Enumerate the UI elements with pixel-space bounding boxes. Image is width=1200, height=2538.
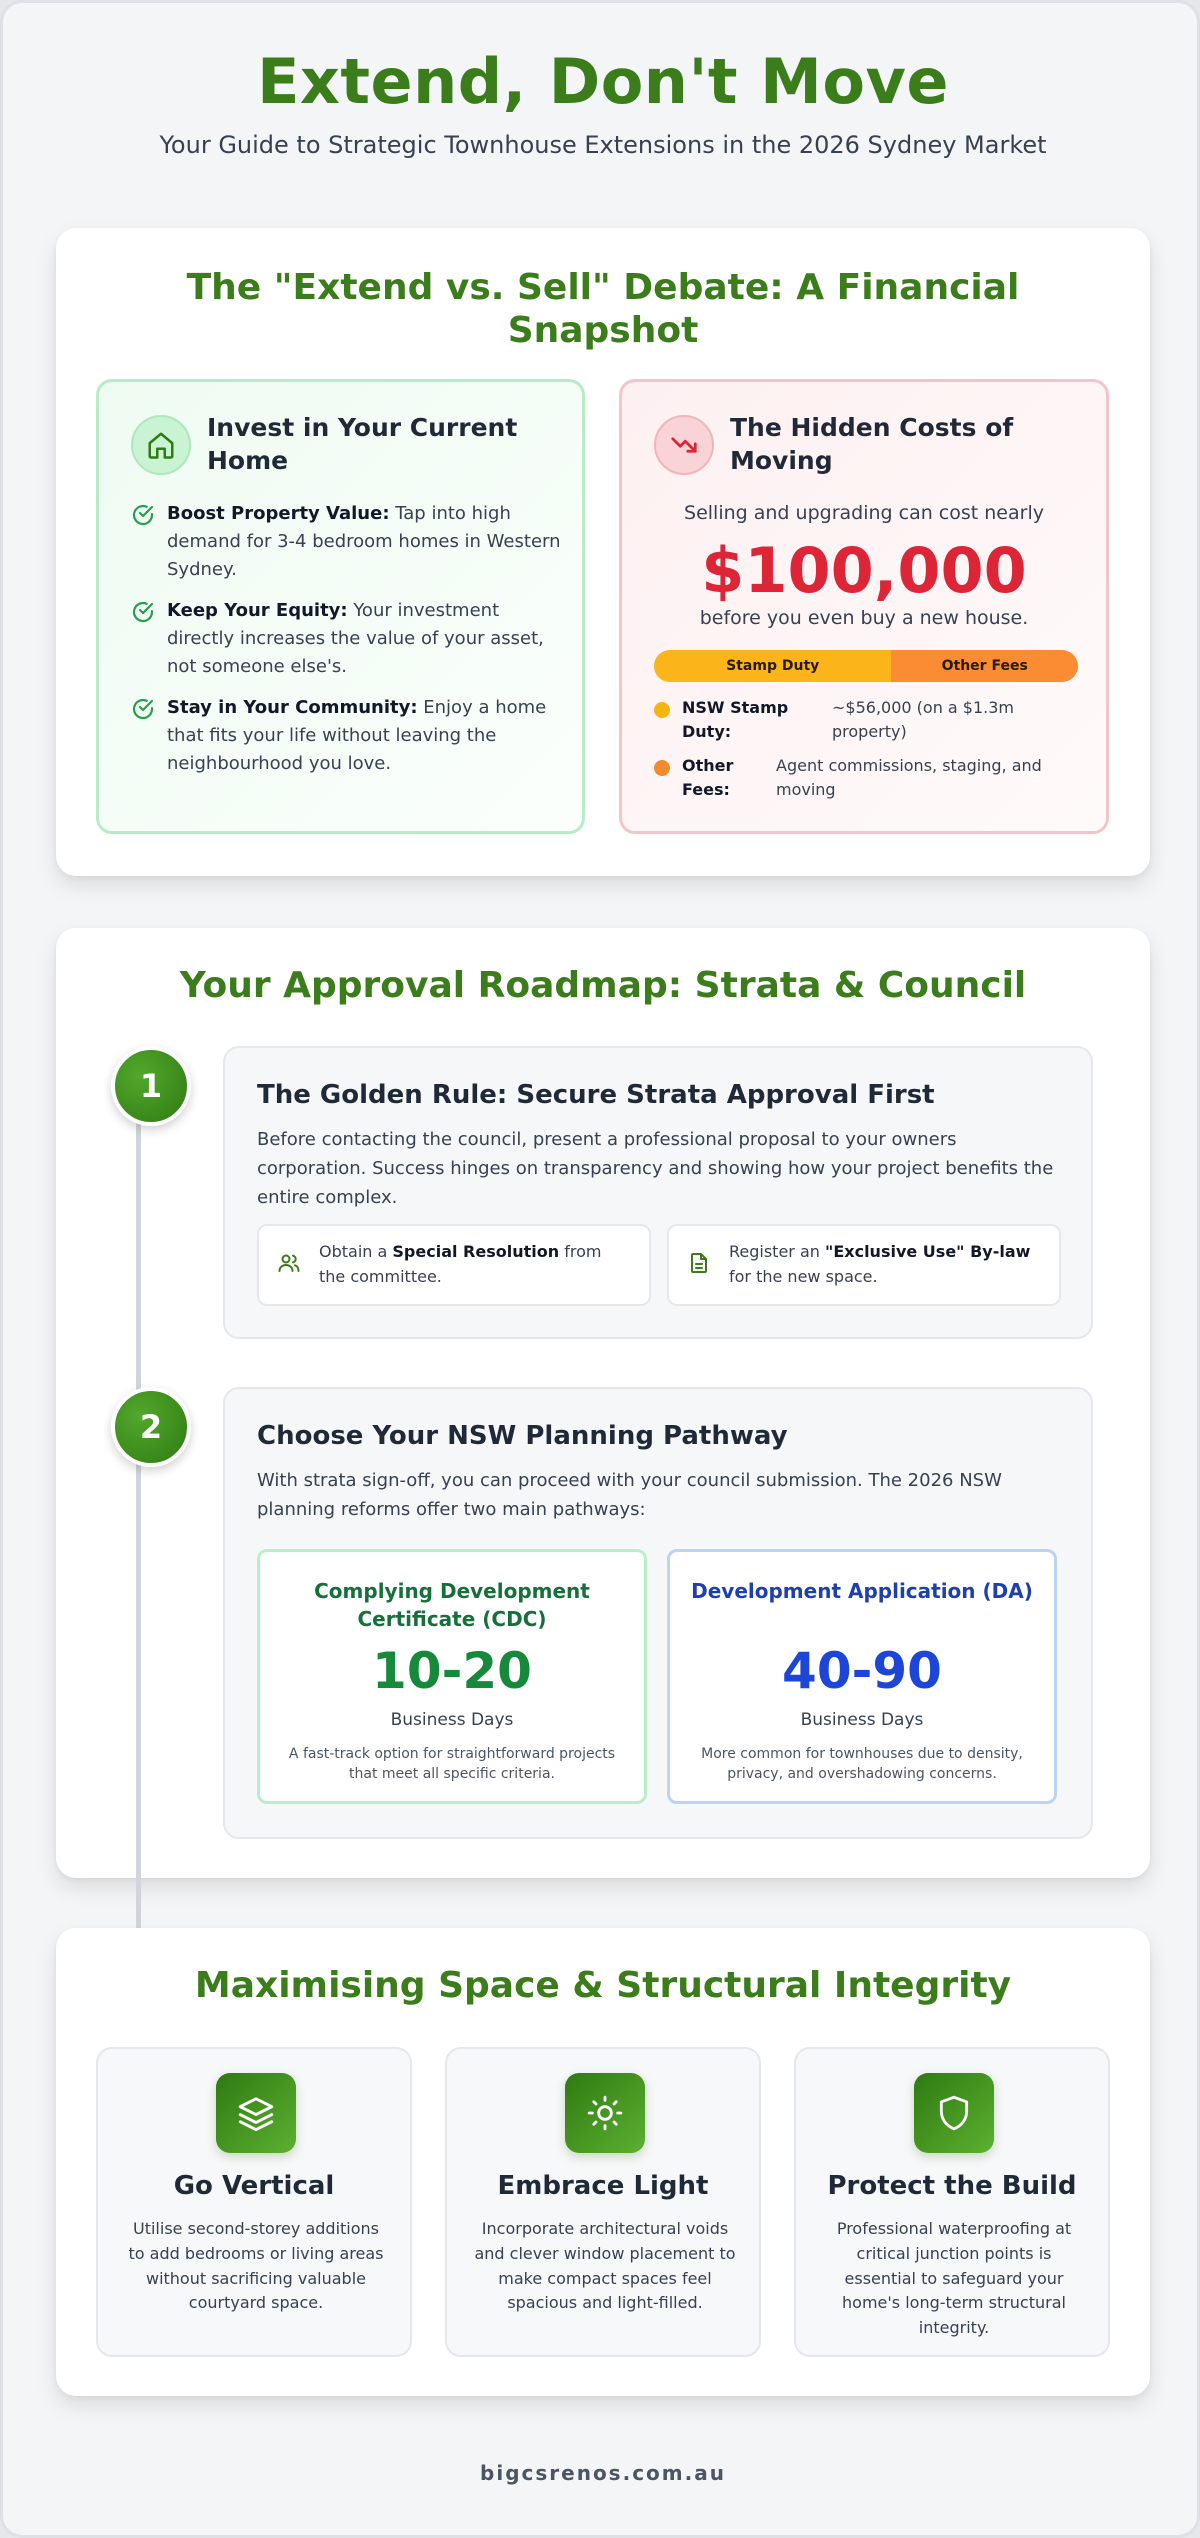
step-2-box xyxy=(223,1387,1093,1839)
pathway-da xyxy=(667,1549,1057,1804)
benefit-bold: Stay in Your Community: xyxy=(167,697,418,718)
pathway-unit: Business Days xyxy=(800,1710,924,1730)
benefit-item xyxy=(131,597,571,681)
req-post: from the committee. xyxy=(319,1242,602,1286)
req-bold: "Exclusive Use" By-law xyxy=(825,1242,1031,1262)
legend-dot xyxy=(654,702,670,718)
shield-icon xyxy=(914,2073,994,2153)
benefit-bold: Boost Property Value: xyxy=(167,503,390,524)
benefit-bold: Keep Your Equity: xyxy=(167,600,348,621)
footer-website: bigcsrenos.com.au xyxy=(480,2461,726,2485)
benefit-text: Enjoy a home that fits your life without leaving the neighbourhood you love. xyxy=(167,697,547,774)
feature-embrace-light xyxy=(445,2047,761,2357)
requirement-card xyxy=(667,1224,1061,1306)
pathway-description: More common for townhouses due to density, privacy, and overshadowing concerns. xyxy=(701,1746,1023,1783)
step-1-box xyxy=(223,1046,1093,1339)
pathway-description: A fast-track option for straightforward projects that meet all specific criteria. xyxy=(288,1746,616,1783)
other-fees-segment: Other Fees xyxy=(891,650,1078,682)
req-post: for the new space. xyxy=(729,1267,878,1286)
legend-dot xyxy=(654,760,670,776)
cost-amount: $100,000 xyxy=(701,534,1027,607)
section-title-space: Maximising Space & Structural Integrity xyxy=(194,1965,1012,2006)
feature-text: Incorporate architectural voids and clever window placement to make compact spaces feel spacious and light-filled. xyxy=(474,2219,736,2313)
cost-breakdown-bar xyxy=(654,650,1078,682)
step-title: The Golden Rule: Secure Strata Approval First xyxy=(257,1080,935,1110)
benefit-item xyxy=(131,500,571,584)
cost-intro: Selling and upgrading can cost nearly xyxy=(684,502,1044,524)
step-description: Before contacting the council, present a professional proposal to your owners corporation. Success hinges on transparency and showing how your project benefits the entire complex. xyxy=(257,1129,1054,1208)
step-number-badge: 2 xyxy=(111,1387,191,1467)
feature-title: Go Vertical xyxy=(173,2171,335,2201)
req-pre: Register an xyxy=(729,1242,825,1262)
check-circle-icon xyxy=(131,600,157,681)
check-circle-icon xyxy=(131,503,157,584)
pathway-days: 10-20 xyxy=(372,1642,532,1700)
financial-snapshot-card xyxy=(56,228,1150,876)
users-icon xyxy=(277,1251,303,1279)
invest-title: Invest in Your Current Home xyxy=(207,413,518,475)
page-subtitle: Your Guide to Strategic Townhouse Extensions in the 2026 Sydney Market xyxy=(159,131,1047,159)
req-bold: Special Resolution xyxy=(392,1242,560,1262)
layers-icon xyxy=(216,2073,296,2153)
step-description: With strata sign-off, you can proceed with your council submission. The 2026 NSW planning reforms offer two main pathways: xyxy=(257,1470,1002,1520)
home-icon xyxy=(131,415,191,475)
space-integrity-card xyxy=(56,1928,1150,2396)
fee-row-stamp-duty xyxy=(654,696,1084,744)
pathway-unit: Business Days xyxy=(390,1710,514,1730)
fee-value: ~$56,000 (on a $1.3m property) xyxy=(832,698,1015,741)
cost-outro: before you even buy a new house. xyxy=(699,607,1029,629)
feature-title: Embrace Light xyxy=(497,2171,709,2201)
invest-panel xyxy=(96,379,585,834)
fee-value: Agent commissions, staging, and moving xyxy=(776,756,1042,799)
trending-down-icon xyxy=(654,415,714,475)
stamp-duty-segment: Stamp Duty xyxy=(654,650,891,682)
sun-icon xyxy=(565,2073,645,2153)
req-pre: Obtain a xyxy=(319,1242,393,1262)
pathway-cdc xyxy=(257,1549,647,1804)
benefit-text: Tap into high demand for 3-4 bedroom homes in Western Sydney. xyxy=(167,503,561,580)
feature-title: Protect the Build xyxy=(827,2171,1077,2201)
pathway-days: 40-90 xyxy=(782,1642,942,1700)
page-title: Extend, Don't Move xyxy=(257,45,949,118)
moving-costs-title: The Hidden Costs of Moving xyxy=(730,413,1014,475)
fee-row-other xyxy=(654,754,1084,802)
feature-go-vertical xyxy=(96,2047,412,2357)
requirement-card xyxy=(257,1224,651,1306)
benefit-item xyxy=(131,694,571,778)
benefit-text: Your investment directly increases the value of your asset, not someone else's. xyxy=(167,600,544,677)
feature-protect-build xyxy=(794,2047,1110,2357)
pathway-title: Complying Development Certificate (CDC) xyxy=(314,1579,590,1631)
feature-text: Utilise second-storey additions to add bedrooms or living areas without sacrificing valuable courtyard space. xyxy=(128,2219,384,2313)
step-title: Choose Your NSW Planning Pathway xyxy=(257,1421,788,1451)
document-icon xyxy=(687,1251,713,1279)
fee-label: NSW Stamp Duty: xyxy=(682,698,789,741)
feature-text: Professional waterproofing at critical junction points is essential to safeguard your home's long-term structural integrity. xyxy=(836,2219,1072,2338)
section-title-roadmap: Your Approval Roadmap: Strata & Council xyxy=(179,965,1027,1006)
check-circle-icon xyxy=(131,697,157,778)
moving-costs-panel xyxy=(619,379,1109,834)
timeline-line xyxy=(136,1088,141,1943)
step-number-badge: 1 xyxy=(111,1046,191,1126)
section-title-debate: The "Extend vs. Sell" Debate: A Financial Snapshot xyxy=(186,267,1020,352)
pathway-title: Development Application (DA) xyxy=(691,1579,1033,1603)
approval-roadmap-card xyxy=(56,928,1150,1878)
fee-label: Other Fees: xyxy=(682,756,734,799)
